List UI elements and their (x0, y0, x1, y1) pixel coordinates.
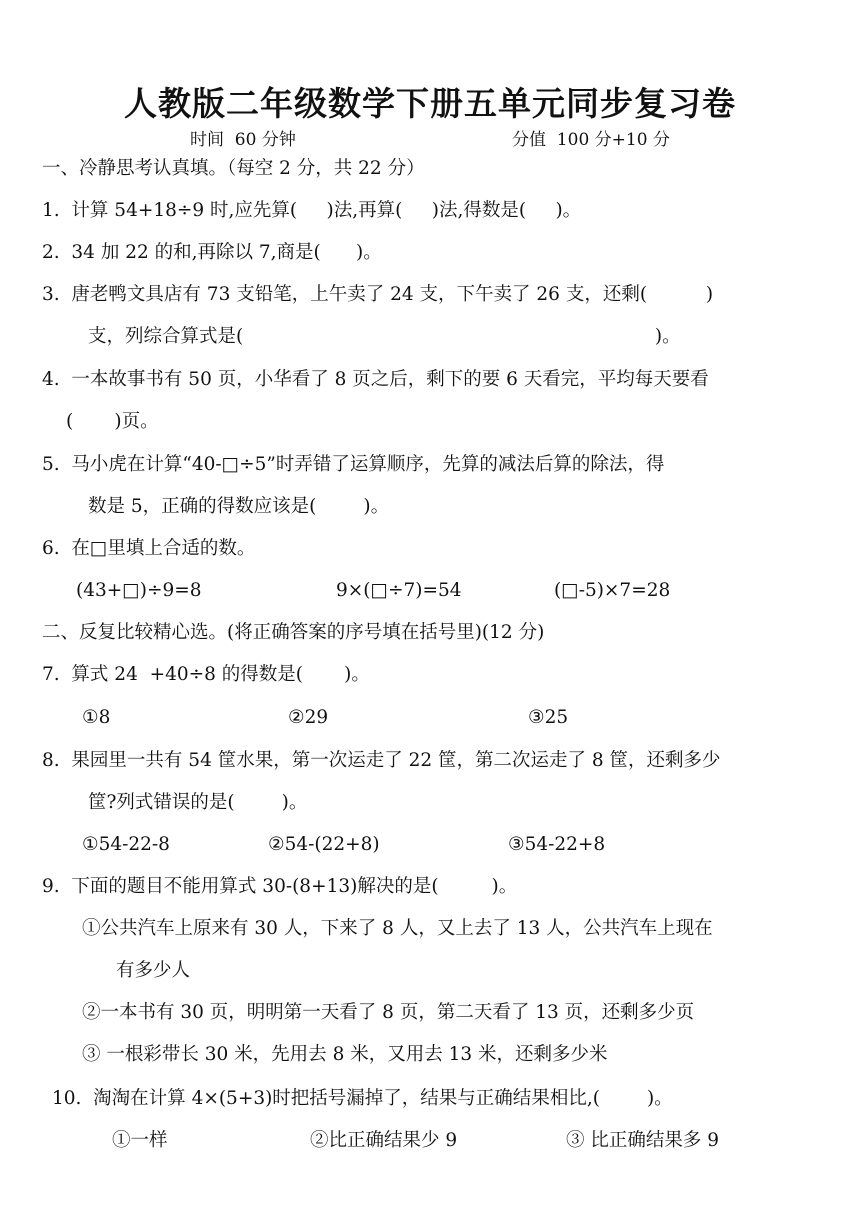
question-10-option-3: ③ 比正确结果多 9 (566, 1130, 720, 1151)
question-7-option-1: ①8 (82, 707, 111, 728)
question-6: 6. 在□里填上合适的数。 (42, 538, 256, 559)
section-2-heading: 二、反复比较精心选。(将正确答案的序号填在括号里)(12 分) (42, 622, 545, 643)
score-label: 分值 100 分+10 分 (512, 130, 670, 150)
question-3-line-1: 3. 唐老鸭文具店有 73 支铅笔，上午卖了 24 支，下午卖了 26 支，还剩( ) (42, 284, 714, 305)
question-4-line-1: 4. 一本故事书有 50 页，小华看了 8 页之后，剩下的要 6 天看完，平均每天要看 (42, 369, 709, 390)
question-8-option-3: ③54-22+8 (508, 834, 606, 855)
question-5-line-1: 5. 马小虎在计算“40-□÷5”时弄错了运算顺序，先算的减法后算的除法，得 (42, 454, 665, 475)
page-title: 人教版二年级数学下册五单元同步复习卷 (124, 84, 736, 123)
question-9-option-1-line-1: ①公共汽车上原来有 30 人，下来了 8 人，又上去了 13 人，公共汽车上现在 (82, 918, 713, 939)
question-8-line-1: 8. 果园里一共有 54 筐水果，第一次运走了 22 筐，第二次运走了 8 筐，还剩多少 (42, 750, 721, 771)
question-10: 10. 淘淘在计算 4×(5+3)时把括号漏掉了，结果与正确结果相比,( )。 (52, 1088, 673, 1109)
question-3-line-2: 支，列综合算式是( )。 (88, 326, 681, 347)
question-9-option-2: ②一本书有 30 页，明明第一天看了 8 页，第二天看了 13 页，还剩多少页 (82, 1002, 695, 1023)
question-9: 9. 下面的题目不能用算式 30-(8+13)解决的是( )。 (42, 876, 518, 897)
question-7-option-2: ②29 (288, 707, 329, 728)
question-9-option-3: ③ 一根彩带长 30 米，先用去 8 米，又用去 13 米，还剩多少米 (82, 1044, 608, 1065)
question-7: 7. 算式 24 +40÷8 的得数是( )。 (42, 664, 370, 685)
question-1: 1. 计算 54+18÷9 时,应先算( )法,再算( )法,得数是( )。 (42, 200, 582, 221)
question-10-option-1: ①一样 (112, 1130, 168, 1151)
question-8-option-2: ②54-(22+8) (268, 834, 380, 855)
section-1-heading: 一、冷静思考认真填。（每空 2 分，共 22 分） (42, 158, 425, 179)
question-6-item-b: 9×(□÷7)=54 (336, 580, 462, 601)
question-8-option-1: ①54-22-8 (82, 834, 170, 855)
question-2: 2. 34 加 22 的和,再除以 7,商是( )。 (42, 242, 382, 263)
question-10-option-2: ②比正确结果少 9 (310, 1130, 458, 1151)
question-6-item-c: (□-5)×7=28 (554, 580, 671, 601)
question-4-line-2: ( )页。 (66, 411, 159, 432)
question-9-option-1-line-2: 有多少人 (116, 960, 191, 981)
question-8-line-2: 筐?列式错误的是( )。 (88, 792, 308, 813)
question-6-item-a: (43+□)÷9=8 (76, 580, 202, 601)
question-7-option-3: ③25 (528, 707, 569, 728)
question-5-line-2: 数是 5，正确的得数应该是( )。 (88, 496, 390, 517)
time-label: 时间 60 分钟 (190, 130, 296, 150)
